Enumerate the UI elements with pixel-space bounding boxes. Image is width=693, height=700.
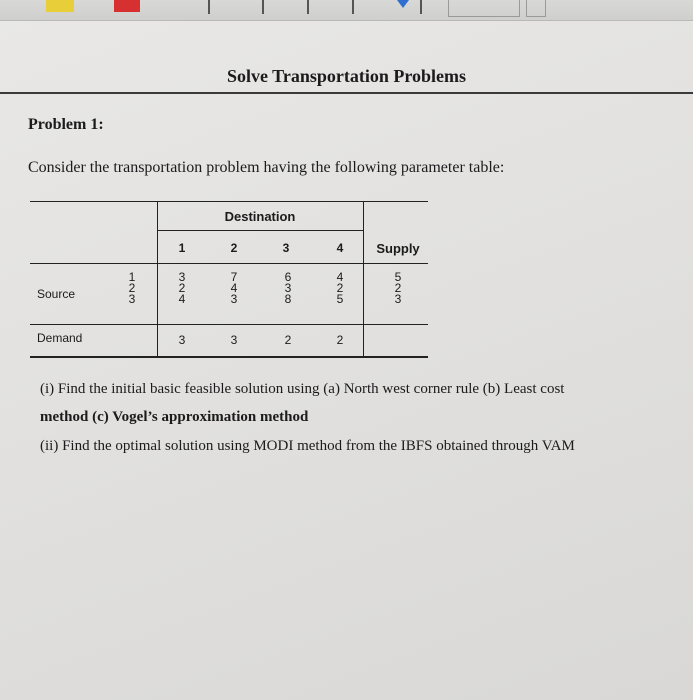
demand-label: Demand xyxy=(37,331,83,345)
demand-cell: 3 xyxy=(230,333,238,347)
cost-cell: 8 xyxy=(284,292,292,306)
cost-cell: 4 xyxy=(336,270,344,284)
toolbar-divider xyxy=(208,0,210,14)
dropdown-arrow-icon[interactable] xyxy=(397,0,409,8)
cost-cell: 5 xyxy=(336,292,344,306)
supply-cell: 2 xyxy=(394,281,402,295)
cost-column-1 xyxy=(172,272,192,305)
table-rule xyxy=(30,324,428,325)
toolbar-divider xyxy=(420,0,422,14)
cost-cell: 3 xyxy=(284,281,292,295)
cost-cell: 7 xyxy=(230,270,238,284)
toolbar-divider xyxy=(352,0,354,14)
table-rule xyxy=(157,201,158,357)
toolbar-button[interactable] xyxy=(448,0,520,17)
destination-2: 2 xyxy=(230,241,238,255)
cost-cell: 4 xyxy=(230,281,238,295)
toolbar-divider xyxy=(262,0,264,14)
cost-cell: 3 xyxy=(230,292,238,306)
cost-cell: 3 xyxy=(178,270,186,284)
highlight-color-swatch[interactable] xyxy=(46,0,74,12)
source-3: 3 xyxy=(128,292,136,306)
table-bottom-rule xyxy=(30,356,428,358)
supply-cell: 3 xyxy=(394,292,402,306)
red-color-swatch[interactable] xyxy=(114,0,140,12)
supply-column xyxy=(388,272,408,305)
supply-header: Supply xyxy=(376,241,420,256)
toolbar-divider xyxy=(307,0,309,14)
source-index-column xyxy=(122,272,142,305)
destination-4: 4 xyxy=(336,241,344,255)
source-2: 2 xyxy=(128,281,136,295)
cost-cell: 6 xyxy=(284,270,292,284)
cost-column-4 xyxy=(330,272,350,305)
destination-header: Destination xyxy=(224,209,296,224)
demand-cell: 2 xyxy=(284,333,292,347)
table-rule xyxy=(363,201,364,357)
problem-intro: Consider the transportation problem having the following parameter table: xyxy=(28,159,505,176)
table-top-rule xyxy=(30,201,428,202)
document-title: Solve Transportation Problems xyxy=(226,66,466,86)
supply-cell: 5 xyxy=(394,270,402,284)
question-1-line-2: method (c) Vogel’s approximation method xyxy=(40,409,309,425)
source-label: Source xyxy=(37,287,76,301)
toolbar-button[interactable] xyxy=(526,0,546,17)
destination-3: 3 xyxy=(282,241,290,255)
problem-heading: Problem 1: xyxy=(28,116,104,133)
cost-cell: 2 xyxy=(336,281,344,295)
title-rule xyxy=(0,92,693,94)
demand-cell: 3 xyxy=(178,333,186,347)
question-1-line-1: (i) Find the initial basic feasible solution using (a) North west corner rule (b) Least cost xyxy=(40,381,565,397)
viewer-toolbar xyxy=(0,0,693,21)
cost-cell: 4 xyxy=(178,292,186,306)
table-rule xyxy=(30,263,428,264)
cost-cell: 2 xyxy=(178,281,186,295)
question-part-2: (ii) Find the optimal solution using MODI method from the IBFS obtained through VAM xyxy=(40,438,575,454)
destination-1: 1 xyxy=(178,241,186,255)
demand-cell: 2 xyxy=(336,333,344,347)
table-rule xyxy=(157,230,363,231)
cost-column-2 xyxy=(224,272,244,305)
cost-column-3 xyxy=(278,272,298,305)
source-1: 1 xyxy=(128,270,136,284)
